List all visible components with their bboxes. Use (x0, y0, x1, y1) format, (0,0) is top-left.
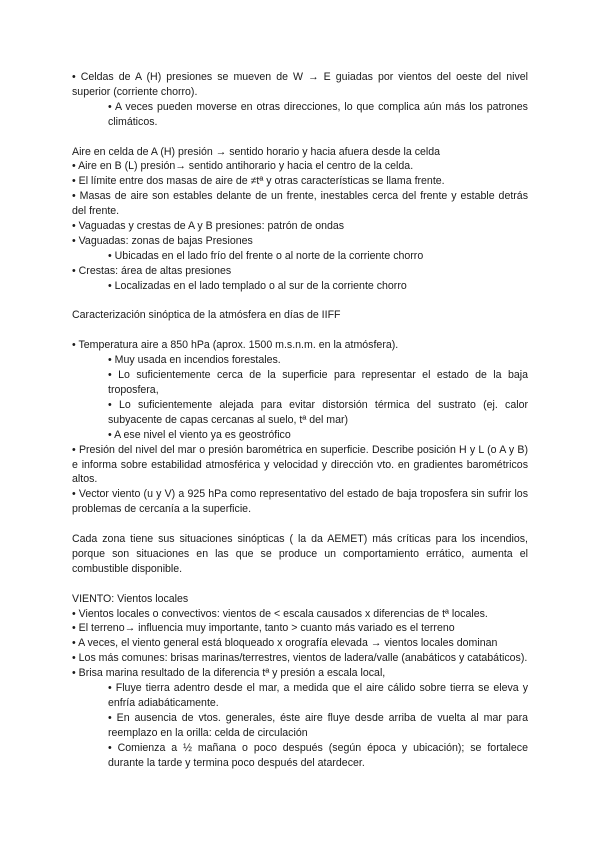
bullet-vientos-locales: • Vientos locales o convectivos: vientos de < escala causados x diferencias de tª locales. (72, 607, 528, 622)
sub-bullet-crestas: • Localizadas en el lado templado o al sur de la corriente chorro (108, 279, 528, 294)
bullet-crestas: • Crestas: área de altas presiones (72, 264, 528, 279)
sub-bullet-temp-2: • Lo suficientemente cerca de la superficie para representar el estado de la baja troposfera, (108, 368, 528, 398)
bullet-aire-b: • Aire en B (L) presión→ sentido antihorario y hacia el centro de la celda. (72, 159, 528, 174)
paragraph-aire-celda: Aire en celda de A (H) presión → sentido horario y hacia afuera desde la celda (72, 145, 441, 158)
bullet-masas-aire: • Masas de aire son estables delante de un frente, inestables cerca del frente y estable detrás del frente. (72, 189, 528, 219)
paragraph-zonas: Cada zona tiene sus situaciones sinópticas ( la da AEMET) más críticas para los incendios, porque son situaciones en las que se produce un comportamiento errático, aumenta el combustible disponible. (72, 533, 528, 575)
bullet-terreno: • El terreno→ influencia muy importante, tanto > cuanto más variado es el terreno (72, 621, 528, 636)
bullet-vaguadas-crestas: • Vaguadas y crestas de A y B presiones: patrón de ondas (72, 219, 528, 234)
sub-bullet-vaguadas: • Ubicadas en el lado frío del frente o al norte de la corriente chorro (108, 249, 528, 264)
section-heading-viento: VIENTO: Vientos locales (72, 592, 189, 605)
sub-bullet-brisa-1: • Fluye tierra adentro desde el mar, a medida que el aire cálido sobre tierra se eleva y enfría adiabáticamente. (108, 681, 528, 711)
document-page (72, 70, 528, 771)
bullet-vector-viento: • Vector viento (u y V) a 925 hPa como representativo del estado de baja troposfera sin sufrir los problemas de cercanía a la superficie. (72, 487, 528, 517)
bullet-temperatura: • Temperatura aire a 850 hPa (aprox. 1500 m.s.n.m. en la atmósfera). (72, 338, 528, 353)
bullet-mas-comunes: • Los más comunes: brisas marinas/terrestres, vientos de ladera/valle (anabáticos y catabáticos). (72, 651, 528, 666)
bullet-celdas: • Celdas de A (H) presiones se mueven de W → E guiadas por vientos del oeste del nivel superior (corriente chorro). (72, 70, 528, 100)
sub-bullet-temp-4: • A ese nivel el viento ya es geostrófico (108, 428, 528, 443)
bullet-vaguadas: • Vaguadas: zonas de bajas Presiones (72, 234, 528, 249)
sub-bullet-brisa-3: • Comienza a ½ mañana o poco después (según época y ubicación); se fortalece durante la tarde y termina poco después del atardecer. (108, 741, 528, 771)
section-heading-caracterizacion: Caracterización sinóptica de la atmósfera en días de IIFF (72, 309, 341, 322)
bullet-presion: • Presión del nivel del mar o presión barométrica en superficie. Describe posición H y L (o A y B) e informa sobre estabilidad atmosférica y velocidad y dirección vto. en gradientes barométricos altos. (72, 443, 528, 488)
bullet-brisa-marina: • Brisa marina resultado de la diferencia tª y presión a escala local, (72, 666, 528, 681)
bullet-a-veces: • A veces, el viento general está bloqueado x orografía elevada → vientos locales dominan (72, 636, 528, 651)
bullet-limite-frente: • El límite entre dos masas de aire de ≠tª y otras características se llama frente. (72, 174, 528, 189)
sub-bullet-brisa-2: • En ausencia de vtos. generales, éste aire fluye desde arriba de vuelta al mar para reemplazo en la orilla: celda de circulación (108, 711, 528, 741)
sub-bullet-temp-1: • Muy usada en incendios forestales. (108, 353, 528, 368)
sub-bullet-celdas: • A veces pueden moverse en otras direcciones, lo que complica aún más los patrones climáticos. (108, 100, 528, 130)
sub-bullet-temp-3: • Lo suficientemente alejada para evitar distorsión térmica del sustrato (ej. calor subyacente de capas cercanas al suelo, tª del mar) (108, 398, 528, 428)
